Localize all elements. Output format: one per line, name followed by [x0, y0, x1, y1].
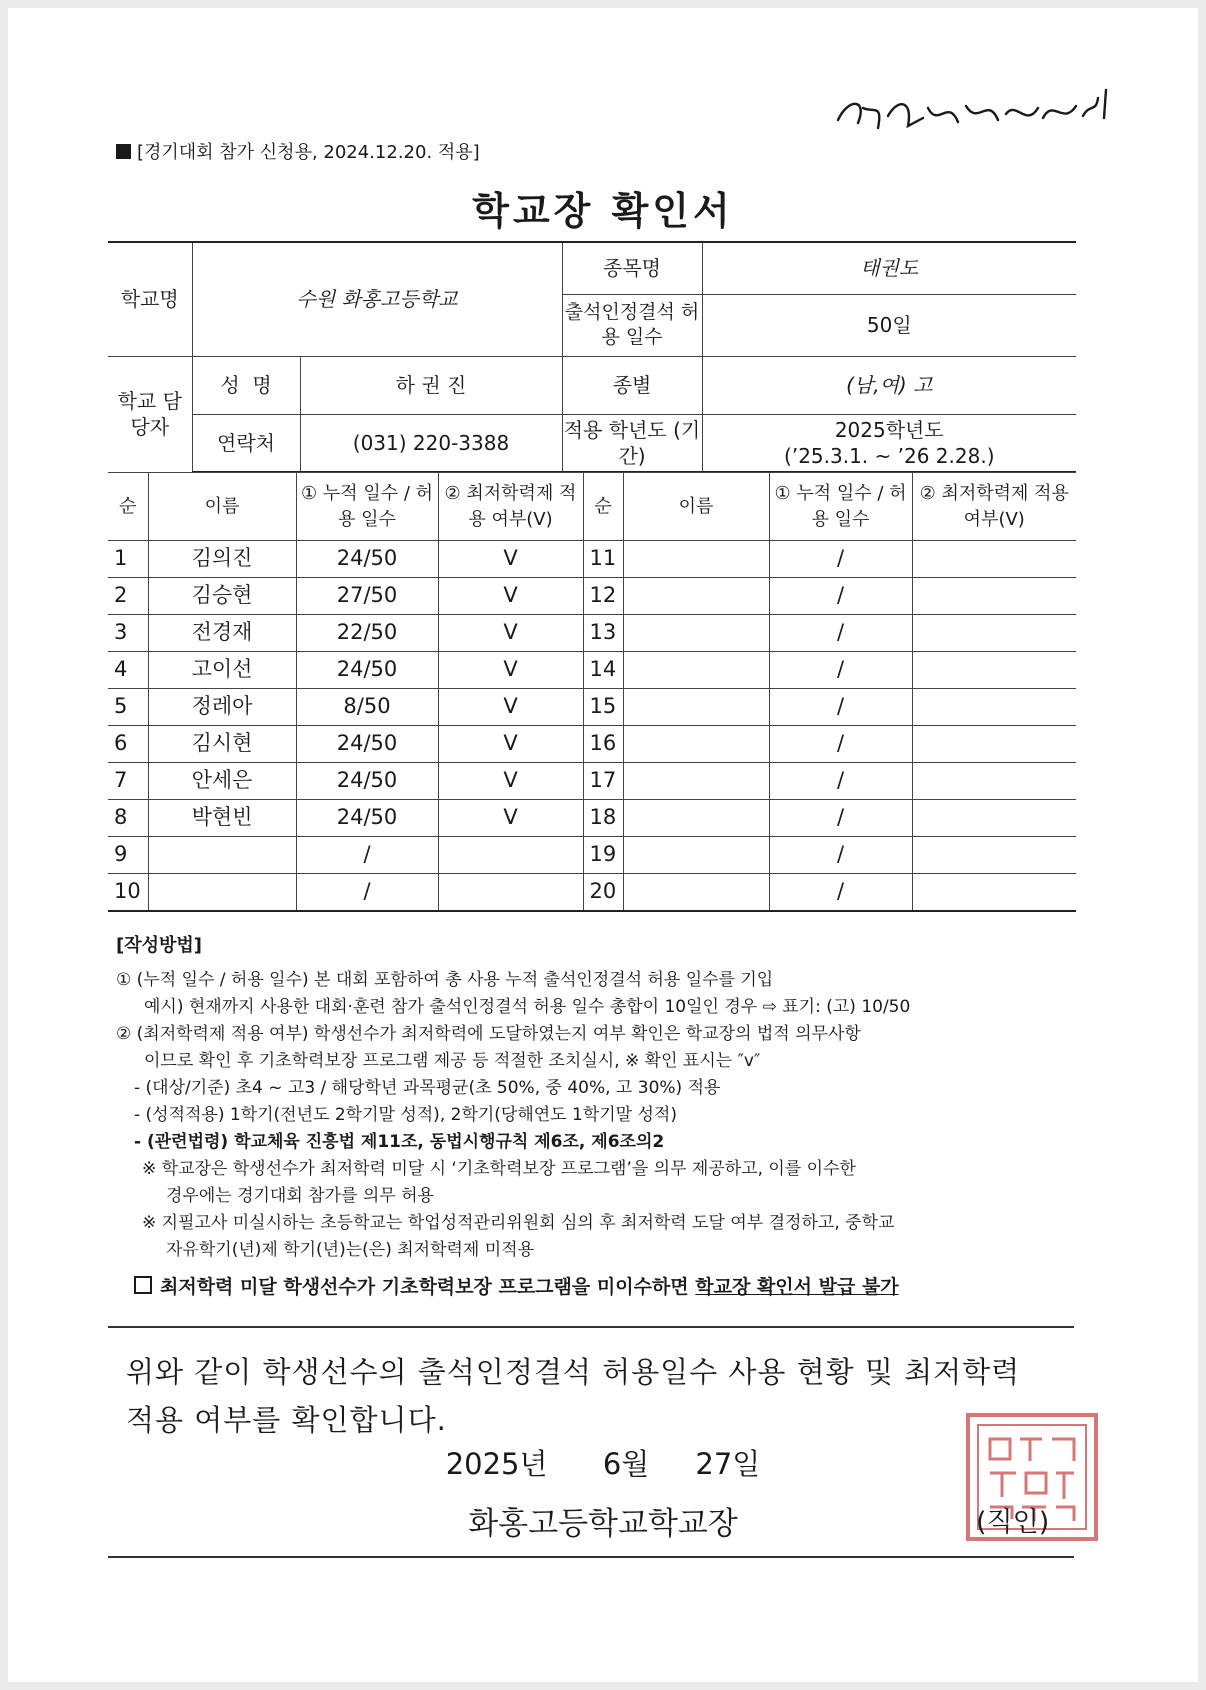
allowed-days-value: 50일 [702, 294, 1076, 356]
minimum-check [912, 578, 1076, 615]
divider [108, 1326, 1074, 1328]
row-number: 13 [583, 615, 623, 652]
minimum-check: V [438, 615, 583, 652]
student-name [623, 615, 769, 652]
table-row [108, 541, 1076, 578]
days-value: / [769, 874, 912, 911]
row-number: 2 [108, 578, 148, 615]
student-name [623, 726, 769, 763]
row-number: 7 [108, 763, 148, 800]
days-value: 24/50 [296, 541, 438, 578]
row-number: 18 [583, 800, 623, 837]
method-line: - (관련법령) 학교체육 진흥법 제11조, 동법시행규칙 제6조, 제6조의2 [134, 1132, 665, 1152]
minimum-check [438, 837, 583, 874]
row-number: 16 [583, 726, 623, 763]
confirm-line: 적용 여부를 확인합니다. [126, 1403, 447, 1437]
document-title: 학교장 확인서 [472, 189, 734, 233]
days-value: / [769, 763, 912, 800]
table-row [108, 874, 1076, 911]
minimum-check: V [438, 578, 583, 615]
student-name [623, 578, 769, 615]
days-value: / [769, 541, 912, 578]
school-value: 수원 화홍고등학교 [192, 242, 562, 356]
days-value: / [769, 615, 912, 652]
table-row [108, 800, 1076, 837]
days-value: / [296, 837, 438, 874]
days-value: / [769, 800, 912, 837]
minimum-check [912, 800, 1076, 837]
row-number: 3 [108, 615, 148, 652]
header-note [116, 138, 480, 164]
confirm-line: 위와 같이 학생선수의 출석인정결석 허용일수 사용 현황 및 최저학력 [126, 1355, 1021, 1389]
writing-method [116, 932, 1076, 1301]
minimum-check [912, 652, 1076, 689]
divider [108, 1556, 1074, 1558]
student-name [148, 837, 296, 874]
header-no: 순 [583, 473, 623, 541]
table-row [108, 652, 1076, 689]
minimum-check: V [438, 541, 583, 578]
minimum-check [912, 689, 1076, 726]
minimum-check: V [438, 763, 583, 800]
method-line: - (성적적용) 1학기(전년도 2학기말 성적), 2학기(당해연도 1학기말 성적) [134, 1105, 677, 1125]
days-value: 24/50 [296, 652, 438, 689]
minimum-check: V [438, 726, 583, 763]
days-value: 8/50 [296, 689, 438, 726]
header-days: ① 누적 일수 / 허용 일수 [296, 473, 438, 541]
method-line: ② (최저학력제 적용 여부) 학생선수가 최저학력에 도달하였는지 여부 확인은 학교장의 법적 의무사항 [116, 1024, 861, 1044]
student-name: 김시현 [148, 726, 296, 763]
student-name: 박현빈 [148, 800, 296, 837]
row-number: 9 [108, 837, 148, 874]
minimum-check: V [438, 689, 583, 726]
phone-label: 연락처 [192, 414, 300, 472]
method-line: 이므로 확인 후 기초학력보장 프로그램 제공 등 적절한 조치실시, ※ 확인 표시는 ″v″ [144, 1051, 761, 1071]
sport-label: 종목명 [562, 242, 702, 294]
row-number: 14 [583, 652, 623, 689]
table-row [108, 615, 1076, 652]
method-line: 자유학기(년)제 학기(년)는(은) 최저학력제 미적용 [166, 1240, 535, 1260]
method-line: ※ 지필고사 미실시하는 초등학교는 학업성적관리위원회 심의 후 최저학력 도달 여부 결정하고, 중학교 [142, 1213, 895, 1233]
method-line: 예시) 현재까지 사용한 대회·훈련 참가 출석인정결석 허용 일수 총합이 10일인 경우 ⇨ 표기: (고) 10/50 [144, 997, 911, 1017]
days-value: 24/50 [296, 800, 438, 837]
period-value: (’25.3.1. ~ ’26 2.28.) [784, 443, 995, 468]
row-number: 8 [108, 800, 148, 837]
header-no: 순 [108, 473, 148, 541]
days-value: / [769, 726, 912, 763]
student-name [623, 763, 769, 800]
header-note-text: [경기대회 참가 신청용, 2024.12.20. 적용] [137, 142, 480, 163]
days-value: / [769, 837, 912, 874]
row-number: 15 [583, 689, 623, 726]
table-row [108, 689, 1076, 726]
row-number: 19 [583, 837, 623, 874]
table-row [108, 837, 1076, 874]
method-title: [작성방법] [116, 935, 203, 956]
student-name: 안세은 [148, 763, 296, 800]
student-name: 고이선 [148, 652, 296, 689]
header-days: ① 누적 일수 / 허용 일수 [769, 473, 912, 541]
student-name: 김승현 [148, 578, 296, 615]
roster-table [108, 472, 1076, 912]
method-final-text: 최저학력 미달 학생선수가 기초학력보장 프로그램을 미이수하면 [160, 1276, 689, 1298]
student-name [623, 837, 769, 874]
school-label: 학교명 [108, 242, 192, 356]
student-name [623, 874, 769, 911]
year-label: 적용 학년도 (기간) [562, 414, 702, 472]
method-final [116, 1274, 1076, 1301]
student-name [623, 689, 769, 726]
category-value: (남,여) 고 [702, 356, 1076, 414]
days-value: 22/50 [296, 615, 438, 652]
year-cell [702, 414, 1076, 472]
student-name [623, 652, 769, 689]
minimum-check [912, 837, 1076, 874]
sport-value: 태권도 [702, 242, 1076, 294]
minimum-check [438, 874, 583, 911]
row-number: 1 [108, 541, 148, 578]
allowed-days-label: 출석인정결석 허용 일수 [562, 294, 702, 356]
row-number: 6 [108, 726, 148, 763]
confirm-statement [126, 1348, 1020, 1444]
days-value: 24/50 [296, 763, 438, 800]
days-value: / [769, 652, 912, 689]
minimum-check [912, 763, 1076, 800]
student-name [623, 800, 769, 837]
student-name [623, 541, 769, 578]
row-number: 20 [583, 874, 623, 911]
days-value: / [769, 578, 912, 615]
method-line: 경우에는 경기대회 참가를 의무 허용 [166, 1186, 434, 1206]
header-name: 이름 [148, 473, 296, 541]
category-label: 종별 [562, 356, 702, 414]
name-value: 하 권 진 [300, 356, 562, 414]
arrow-box-icon [134, 1276, 152, 1294]
method-line: ① (누적 일수 / 허용 일수) 본 대회 포함하여 총 사용 누적 출석인정결석 허용 일수를 기입 [116, 970, 774, 990]
row-number: 11 [583, 541, 623, 578]
principal-name: 화홍고등학교학교장 [468, 1506, 738, 1542]
student-name [148, 874, 296, 911]
days-value: / [769, 689, 912, 726]
row-number: 17 [583, 763, 623, 800]
table-row [108, 763, 1076, 800]
row-number: 4 [108, 652, 148, 689]
seal-label: (직인) [976, 1507, 1050, 1538]
header-name: 이름 [623, 473, 769, 541]
days-value: / [296, 874, 438, 911]
header-minimum: ② 최저학력제 적용 여부(V) [912, 473, 1076, 541]
minimum-check [912, 615, 1076, 652]
method-line: ※ 학교장은 학생선수가 최저학력 미달 시 ‘기초학력보장 프로그램’을 의무 제공하고, 이를 이수한 [142, 1159, 856, 1179]
header-minimum: ② 최저학력제 적용 여부(V) [438, 473, 583, 541]
row-number: 10 [108, 874, 148, 911]
days-value: 24/50 [296, 726, 438, 763]
table-row [108, 726, 1076, 763]
student-name: 정레아 [148, 689, 296, 726]
minimum-check [912, 726, 1076, 763]
minimum-check: V [438, 652, 583, 689]
minimum-check [912, 874, 1076, 911]
contact-person-label: 학교 담당자 [108, 356, 192, 472]
phone-value: (031) 220-3388 [300, 414, 562, 472]
issue-date: 2025년 6월 27일 [445, 1447, 761, 1481]
square-bullet-icon [116, 144, 131, 159]
document-page [8, 8, 1198, 1682]
year-value: 2025학년도 [834, 417, 944, 442]
days-value: 27/50 [296, 578, 438, 615]
row-number: 12 [583, 578, 623, 615]
row-number: 5 [108, 689, 148, 726]
minimum-check: V [438, 800, 583, 837]
method-final-underlined: 학교장 확인서 발급 불가 [695, 1276, 899, 1298]
handwritten-note [828, 78, 1118, 148]
student-name: 김의진 [148, 541, 296, 578]
name-label: 성 명 [192, 356, 300, 414]
info-table [108, 241, 1076, 473]
table-row [108, 578, 1076, 615]
student-name: 전경재 [148, 615, 296, 652]
roster-body [108, 473, 1076, 911]
method-line: - (대상/기준) 초4 ~ 고3 / 해당학년 과목평균(초 50%, 중 40%, 고 30%) 적용 [134, 1078, 721, 1098]
minimum-check [912, 541, 1076, 578]
